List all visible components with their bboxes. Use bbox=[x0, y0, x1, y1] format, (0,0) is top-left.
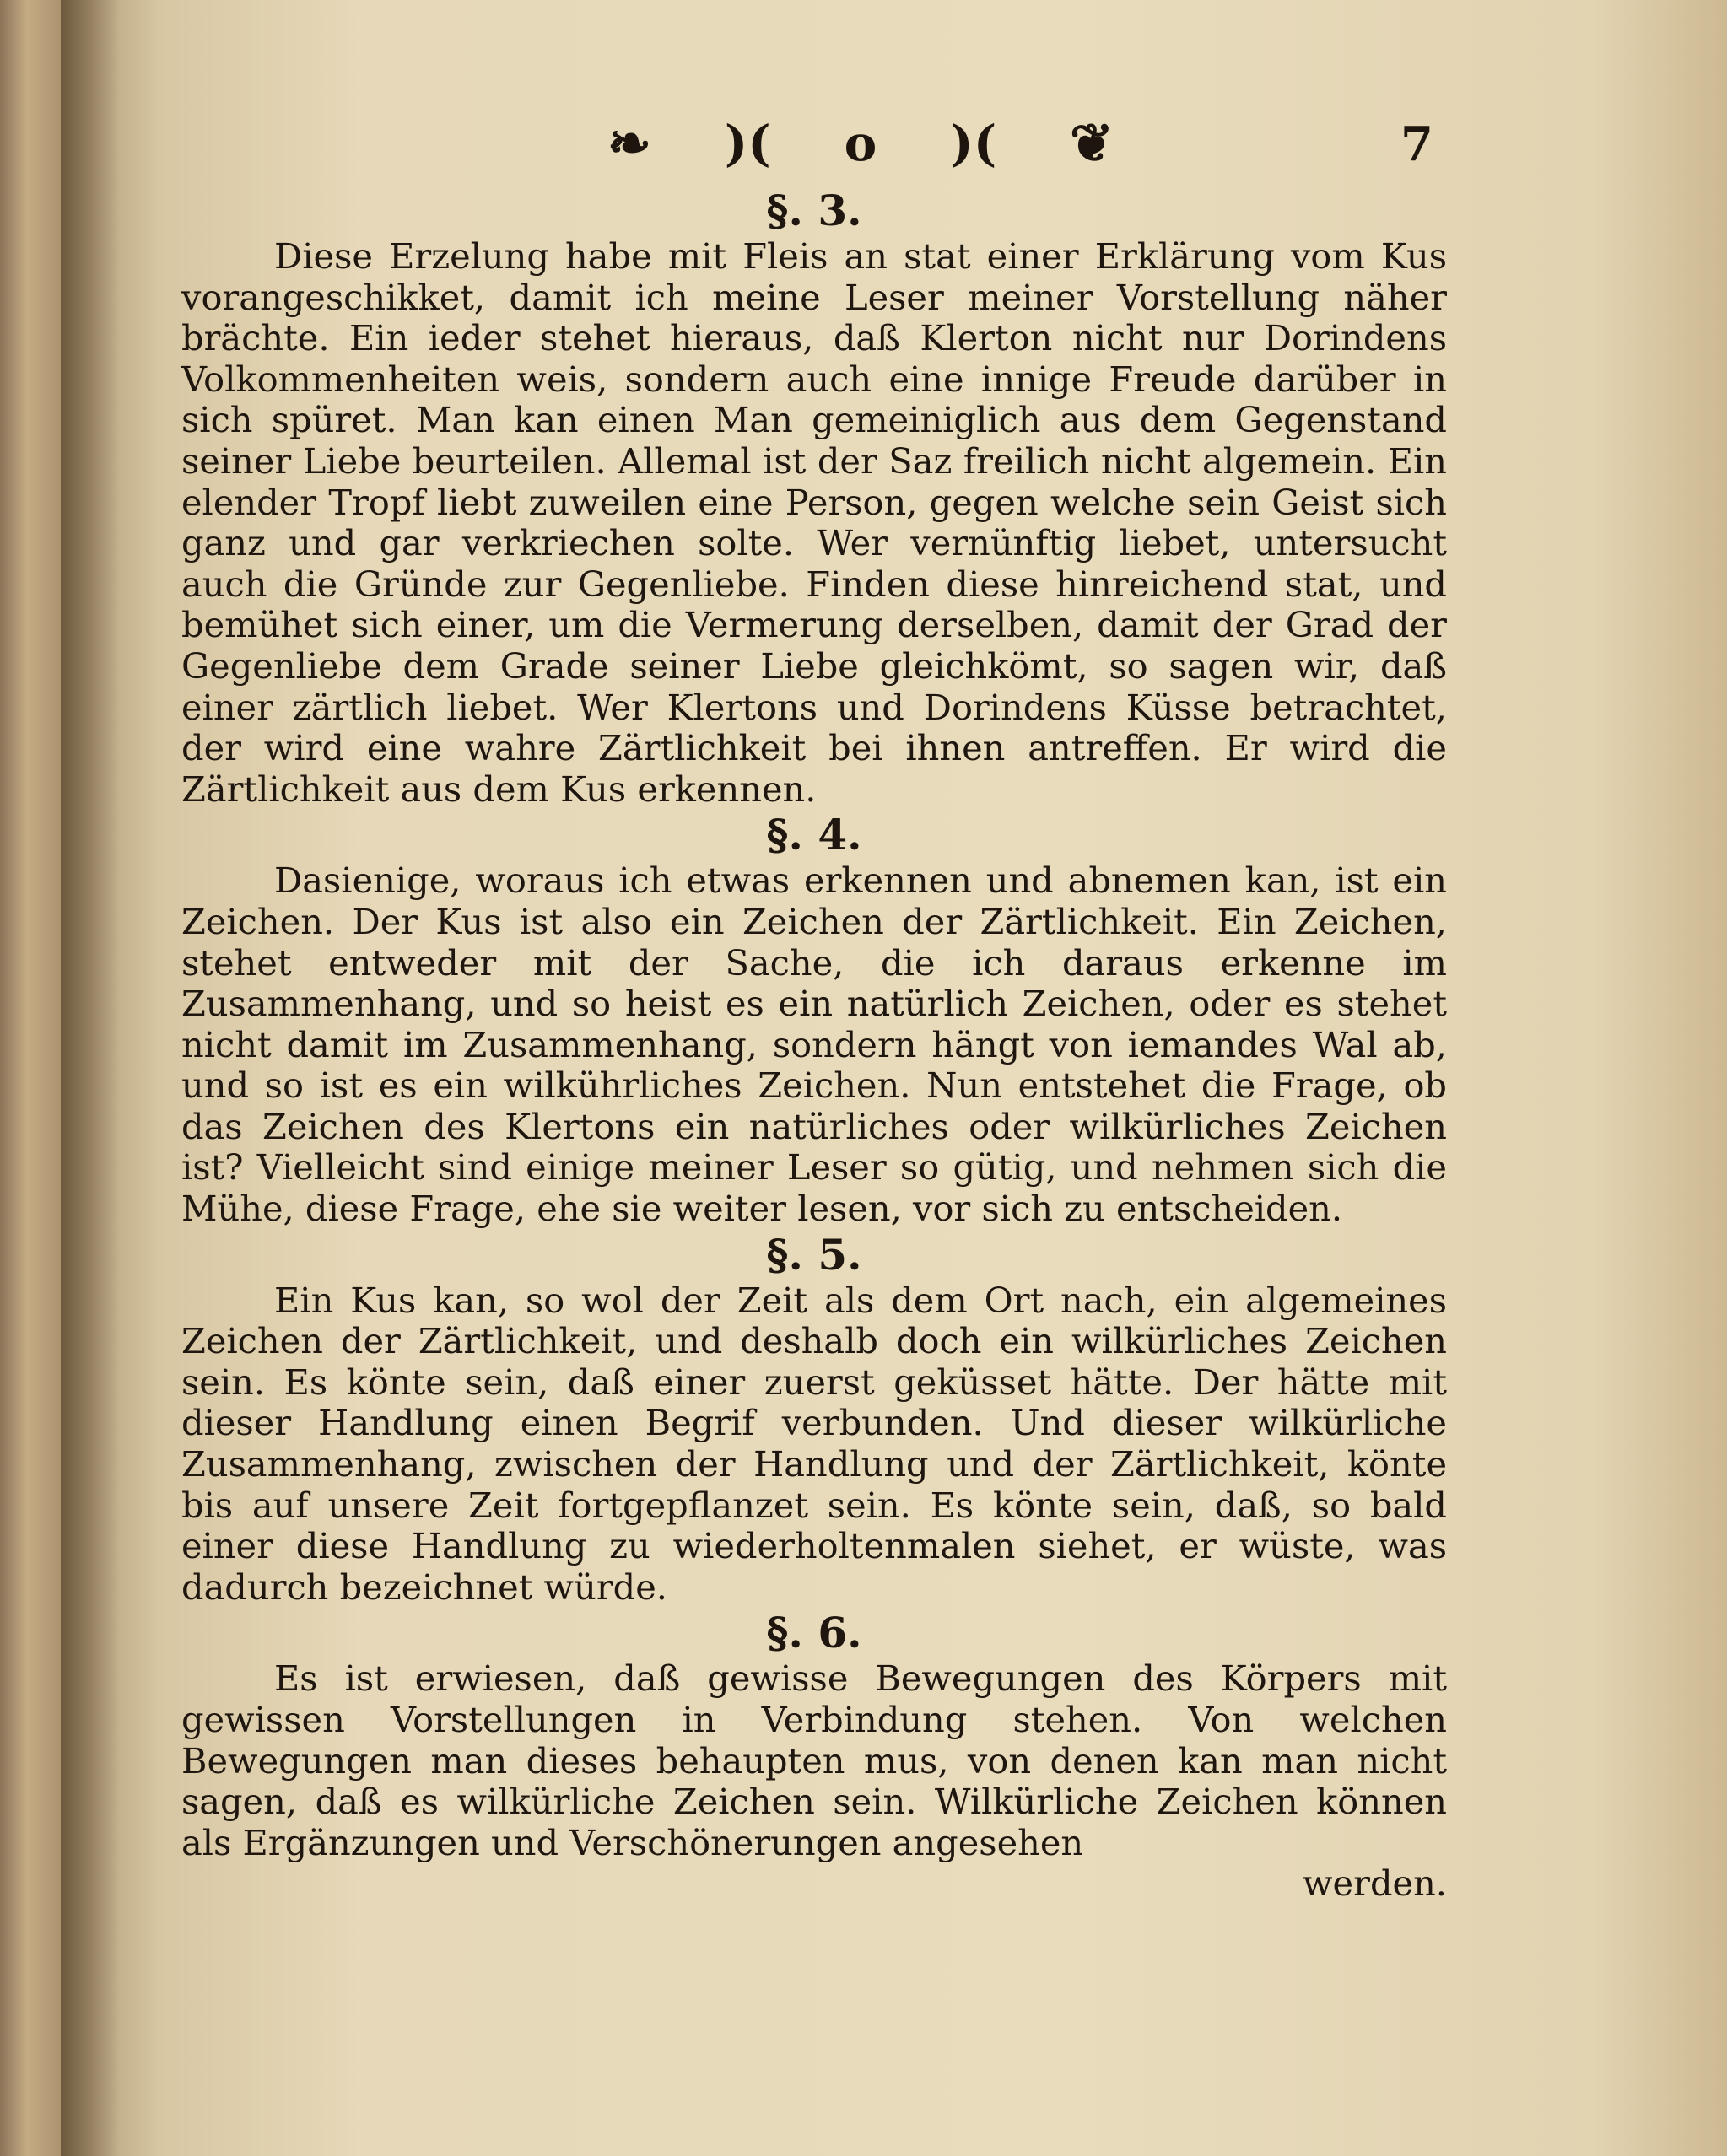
header-glyph-right: )( bbox=[950, 115, 997, 172]
section-6-paragraph: Es ist erwiesen, daß gewisse Bewegungen des Körpers mit gewissen Vorstellungen in Verbindung stehen. Von welchen Bewegungen man dieses behaupten mus, von denen kan man nicht sagen, daß es wilkürliche Zeichen sein. Wilkürliche Zeichen können als Ergänzungen und Verschönerungen angesehen bbox=[181, 1657, 1447, 1863]
section-4-paragraph: Dasienige, woraus ich etwas erkennen und abnemen kan, ist ein Zeichen. Der Kus ist also ein Zeichen der Zärtlichkeit. Ein Zeichen, stehet entweder mit der Sache, die ich daraus erkenne im Zusammenhang, und so heist es ein natürlich Zeichen, oder es stehet nicht damit im Zusammenhang, sondern hängt von iemandes Wal ab, und so ist es ein wilkührliches Zeichen. Nun entstehet die Frage, ob das Zeichen des Klertons ein natürliches oder wilkürliches Zeichen ist? Vielleicht sind einige meiner Leser so gütig, und nehmen sich die Mühe, diese Frage, ehe sie weiter lesen, vor sich zu entscheiden. bbox=[181, 860, 1447, 1230]
section-3-paragraph: Diese Erzelung habe mit Fleis an stat einer Erklärung vom Kus vorangeschikket, damit ich meine Leser meiner Vorstellung näher brächte. Ein ieder stehet hieraus, daß Klerton nicht nur Dorindens Volkommenheiten weis, sondern auch eine innige Freude darüber in sich spüret. Man kan einen Man gemeiniglich aus dem Gegenstand seiner Liebe beurteilen. Allemal ist der Saz freilich nicht algemein. Ein elender Tropf liebt zuweilen eine Person, gegen welche sein Geist sich ganz und gar verkriechen solte. Wer vernünftig liebet, untersucht auch die Gründe zur Gegenliebe. Finden diese hinreichend stat, und bemühet sich einer, um die Vermerung derselben, damit der Grad der Gegenliebe dem Grade seiner Liebe gleichkömt, so sagen wir, daß einer zärtlich liebet. Wer Klertons und Dorindens Küsse betrachtet, der wird eine wahre Zärtlichkeit bei ihnen antreffen. Er wird die Zärtlichkeit aus dem Kus erkennen. bbox=[181, 235, 1447, 810]
section-heading-4: §. 4. bbox=[766, 810, 862, 860]
section-heading-6: §. 6. bbox=[766, 1608, 862, 1658]
section-5-paragraph: Ein Kus kan, so wol der Zeit als dem Ort nach, ein algemeines Zeichen der Zärtlichkeit, und deshalb doch ein wilkürliches Zeichen sein. Es könte sein, daß einer zuerst geküsset hätte. Der hätte mit dieser Handlung einen Begrif verbunden. Und dieser wilkürliche Zusammenhang, zwischen der Handlung und der Zärtlichkeit, könte bis auf unsere Zeit fortgepflanzet sein. Es könte sein, daß, so bald einer diese Handlung zu wiederholtenmalen siehet, er wüste, was dadurch bezeichnet würde. bbox=[181, 1279, 1447, 1608]
catchword: werden. bbox=[1303, 1862, 1447, 1905]
gutter-shadow bbox=[61, 0, 120, 2156]
body-text bbox=[181, 186, 1447, 1905]
ornament-right-icon: ❦ bbox=[1070, 112, 1114, 174]
running-header bbox=[607, 110, 1114, 177]
section-heading-5: §. 5. bbox=[766, 1229, 862, 1280]
header-glyph-left: )( bbox=[724, 115, 771, 172]
section-heading-3: §. 3. bbox=[766, 186, 862, 235]
page-number: 7 bbox=[1400, 116, 1433, 172]
header-glyph-center: o bbox=[844, 115, 877, 172]
ornament-left-icon: ❧ bbox=[607, 112, 651, 174]
left-page-edge bbox=[0, 0, 67, 2156]
